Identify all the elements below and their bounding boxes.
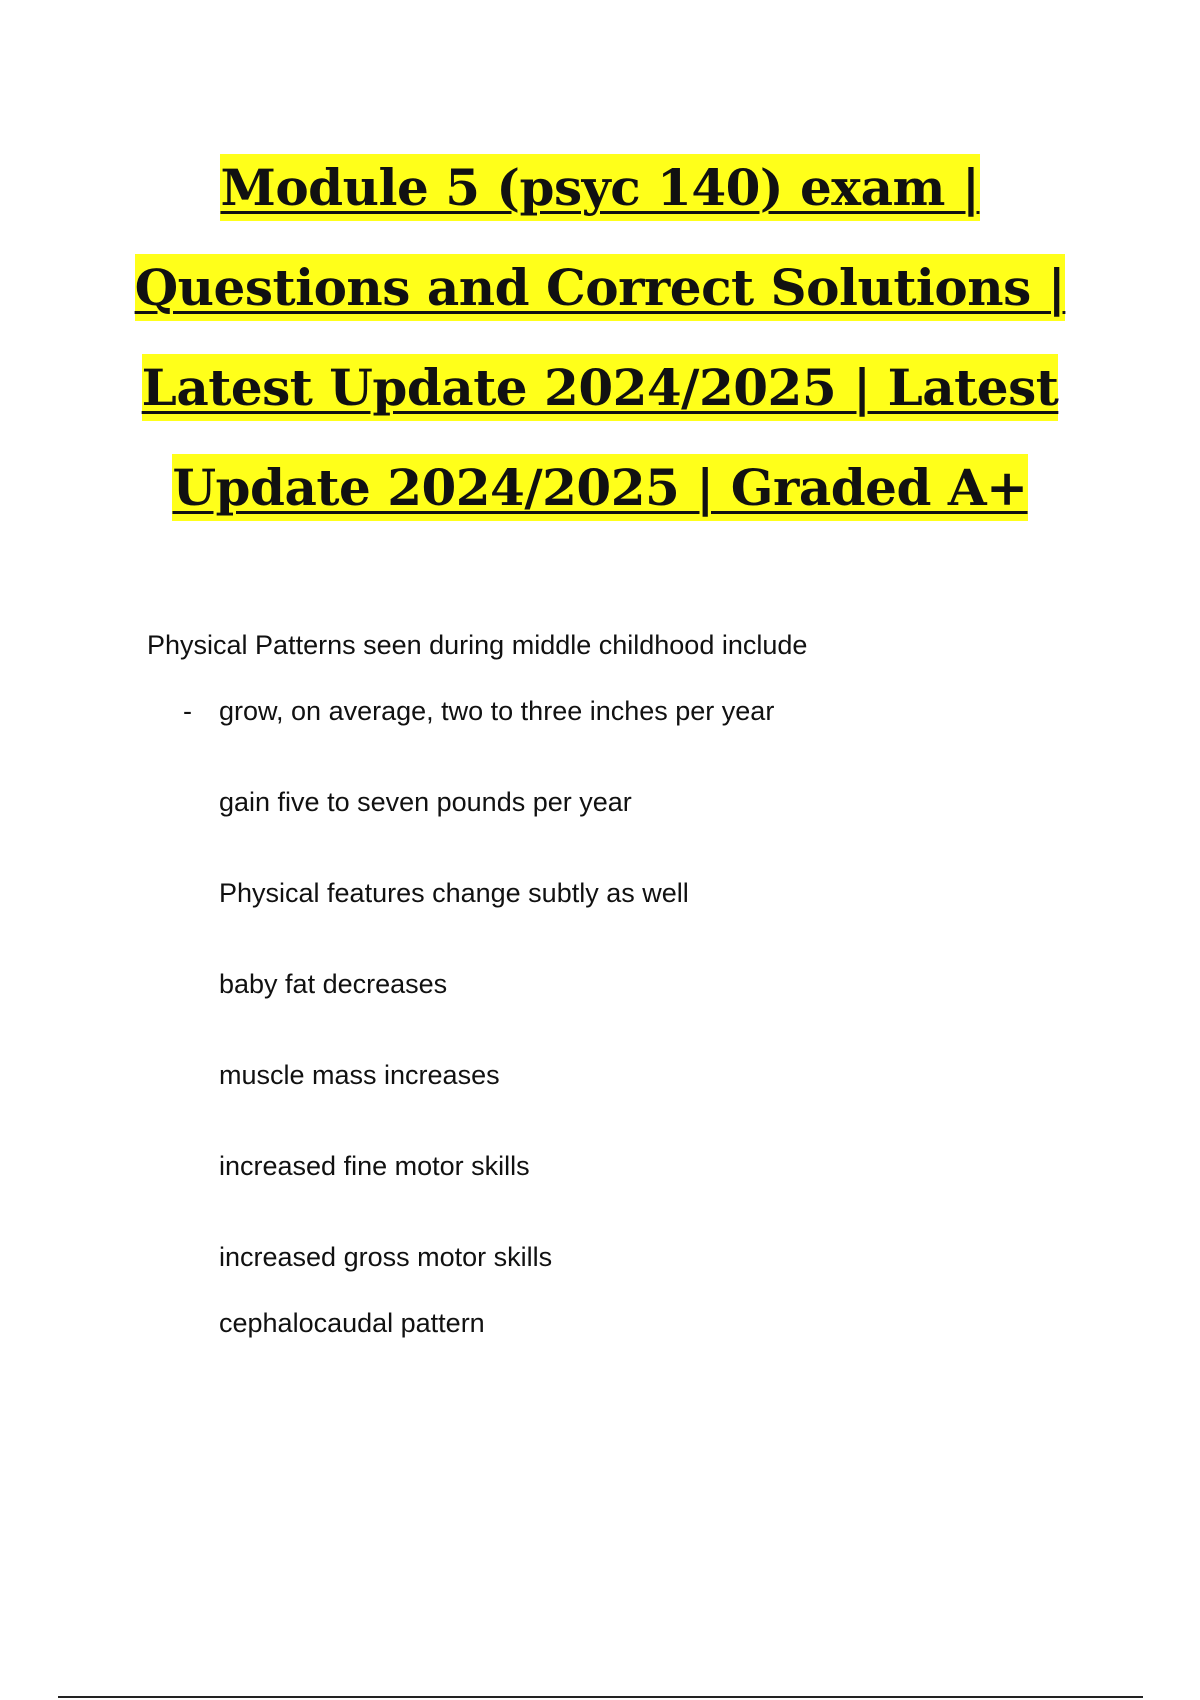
list-item: baby fat decreases [219,969,448,999]
intro-text: Physical Patterns seen during middle childhood include [147,630,808,660]
list-item: increased fine motor skills [219,1151,530,1181]
bullet-dash: - [183,696,192,726]
list-item: Physical features change subtly as well [219,878,689,908]
list-item: grow, on average, two to three inches per year [219,696,775,726]
title-line-2: Questions and Correct Solutions | [100,238,1100,338]
list-item: increased gross motor skills [219,1242,553,1272]
page-bottom-divider [58,1696,1143,1698]
list-item: cephalocaudal pattern [219,1308,485,1338]
title-line-1: Module 5 (psyc 140) exam | [100,138,1100,238]
list-item: gain five to seven pounds per year [219,787,632,817]
title-line-3: Latest Update 2024/2025 | Latest [100,338,1100,438]
document-title [100,138,1100,538]
title-line-4: Update 2024/2025 | Graded A+ [100,438,1100,538]
list-item: muscle mass increases [219,1060,500,1090]
